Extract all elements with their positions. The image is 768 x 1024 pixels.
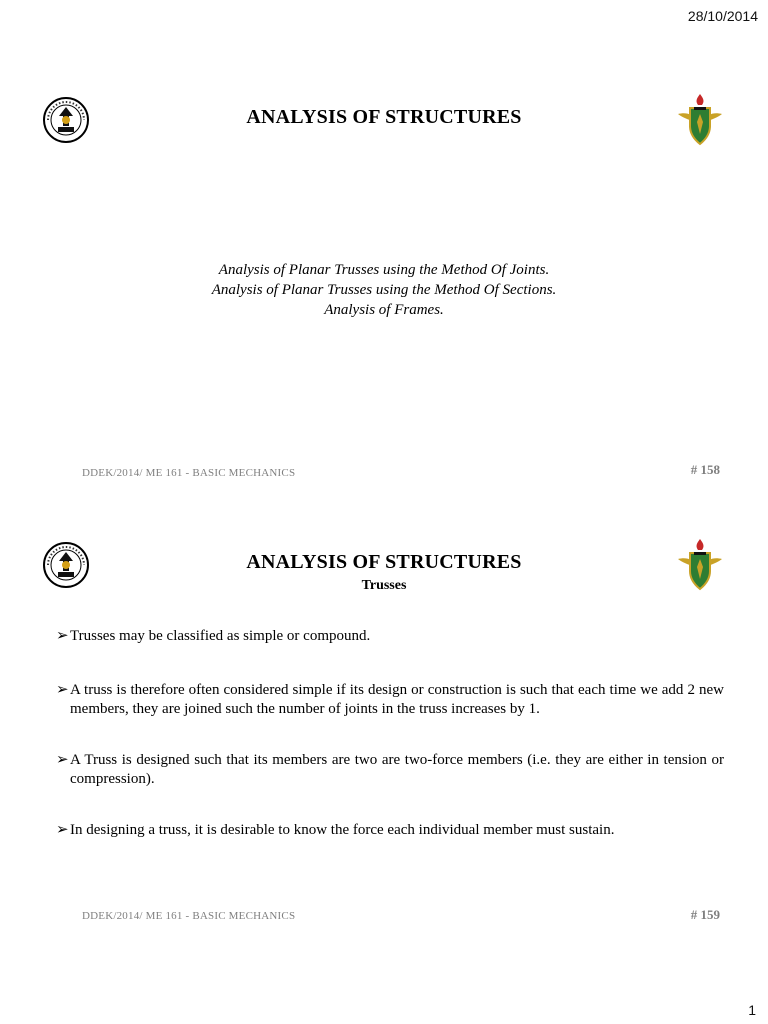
- slide-subtitle: Trusses: [361, 578, 407, 593]
- bullet-item: [56, 751, 724, 789]
- bullet-text: In designing a truss, it is desirable to know the force each individual member must sustain.: [70, 822, 615, 838]
- slide-footer: DDEK/2014/ ME 161 - BASIC MECHANICS: [82, 467, 296, 479]
- bullet-item: [56, 821, 724, 840]
- slide-number: # 158: [690, 462, 720, 477]
- slide-159: [0, 507, 768, 953]
- arrow-bullet-icon: ➢: [56, 628, 69, 644]
- slide-title: ANALYSIS OF STRUCTURES: [246, 106, 522, 128]
- topic-line: Analysis of Planar Trusses using the Method Of Sections.: [211, 282, 557, 298]
- page-number: 1: [748, 1002, 756, 1018]
- slide-footer: DDEK/2014/ ME 161 - BASIC MECHANICS: [82, 910, 296, 922]
- arrow-bullet-icon: ➢: [56, 682, 69, 698]
- slide-158: [0, 62, 768, 508]
- print-date: 28/10/2014: [687, 8, 758, 24]
- bullet-text: A Truss is designed such that its members are two are two-force members (i.e. they are either in tension or compression).: [70, 752, 724, 787]
- bullet-text: Trusses may be classified as simple or compound.: [70, 628, 371, 644]
- slide-number: # 159: [690, 907, 720, 922]
- topic-list: [0, 260, 768, 320]
- bullet-text: A truss is therefore often considered simple if its design or construction is such that each time we add 2 new members, they are joined such the number of joints in the truss increases by 1.: [70, 682, 724, 717]
- topic-line: Analysis of Planar Trusses using the Method Of Joints.: [218, 262, 550, 278]
- bullet-item: [56, 627, 724, 646]
- arrow-bullet-icon: ➢: [56, 752, 69, 768]
- arrow-bullet-icon: ➢: [56, 822, 69, 838]
- topic-line: Analysis of Frames.: [324, 302, 444, 318]
- slide-title: ANALYSIS OF STRUCTURES: [246, 551, 522, 573]
- bullet-item: [56, 681, 724, 719]
